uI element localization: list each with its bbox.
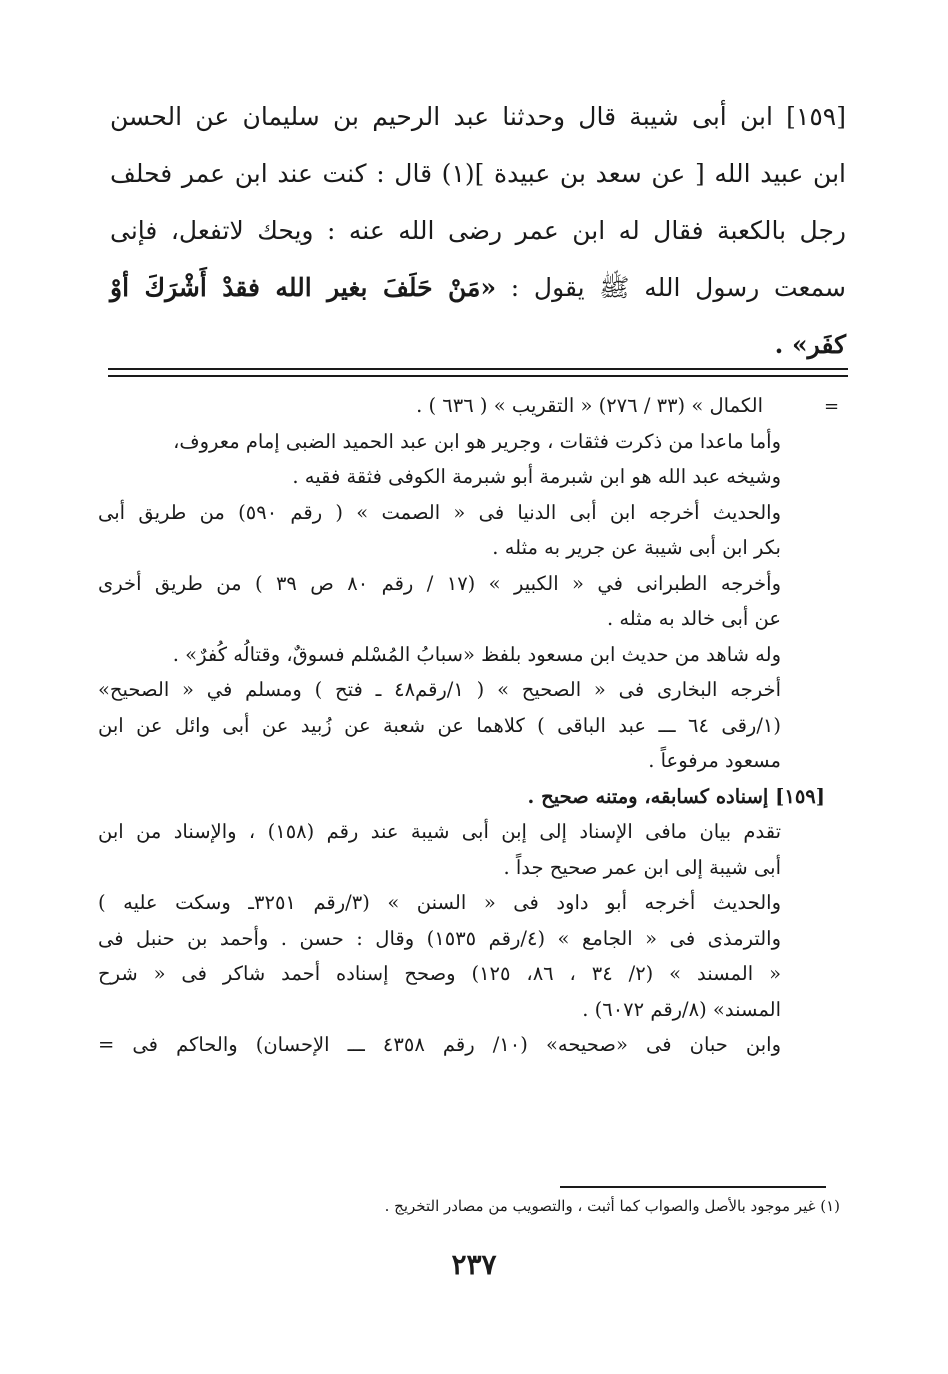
main-line-2: ابن عبيد الله [ عن سعد بن عبيدة ](١) قال : كنت عند ابن عمر فحلف [110, 159, 846, 188]
note-line: الكمال » (٣٣ / ٢٧٦) « التقريب » ( ٦٣٦ ) . [416, 394, 763, 417]
note-line: (١/رقى ٦٤ ـــ عبد الباقى ) كلاهما عن شعبة عن زُبيد عن أبى وائل عن ابن [98, 713, 781, 737]
continuation-mark: = [824, 396, 840, 417]
note-line: وأما ماعدا من ذكرت فثقات ، وجرير هو ابن عبد الحميد الضبى إمام معروف، [173, 429, 781, 453]
note-line: أخرجه البخارى فى « الصحيح » ( ١/رقم٤٨ ـ فتح ) ومسلم في « الصحيح» [98, 678, 781, 701]
commentary-notes [98, 388, 843, 1063]
divider-rule-top [108, 368, 848, 370]
page-number: ٢٣٧ [451, 1248, 497, 1281]
note-line: « المسند » (٢/ ٣٤ ، ٨٦، ١٢٥) وصحح إسناده أحمد شاكر فى « شرح [98, 962, 781, 985]
note-line: تقدم بيان مافى الإسناد إلى إبن أبى شيبة عند رقم (١٥٨) ، والإسناد من ابن [98, 820, 782, 843]
hadith-main-text [110, 88, 846, 373]
note-line: وشيخه عبد الله هو ابن شبرمة أبو شبرمة الكوفى فثقة فقيه . [292, 465, 781, 488]
note-line: والحديث أخرجه ابن أبى الدنيا فى « الصمت » ( رقم ٥٩٠) من طريق أبى [98, 500, 782, 524]
footnote: (١) غير موجود بالأصل والصواب كما أثبت ، والتصويب من مصادر التخريج . [384, 1197, 840, 1215]
hadith-quote-start: «مَنْ حَلَفَ بغير الله فقدْ أَشْرَكَ أوْ [110, 273, 497, 302]
main-line-3: رجل بالكعبة فقال له ابن عمر رضى الله عنه : ويحك لاتفعل، فإنى [110, 216, 846, 245]
note-line: المسند» (٨/رقم ٦٠٧٢) . [582, 997, 781, 1021]
note-line: والحديث أخرجه أبو داود فى « السنن » (٣/رقم ٣٢٥١ـ وسكت عليه ) [98, 891, 781, 914]
note-line: وله شاهد من حديث ابن مسعود بلفظ «سبابُ المُسْلم فسوقٌ، وقتالُه كُفرٌ» . [172, 642, 781, 666]
note-line: والترمذى فى « الجامع » (٤/رقم ١٥٣٥) وقال : حسن . وأحمد بن حنبل فى [98, 926, 781, 950]
note-line: أبى شيبة إلى ابن عمر صحيح جداً . [503, 855, 781, 879]
note-line: وأخرجه الطبرانى في « الكبير » (١٧ / رقم ٨٠ ص ٣٩ ) من طريق أخرى [98, 571, 781, 595]
main-line-4 [110, 259, 846, 316]
main-line-4-intro: سمعت رسول الله ﷺ يقول : [496, 273, 846, 302]
main-line-5: كفَر» . [774, 330, 846, 359]
footnote-rule [560, 1186, 826, 1188]
note-line: بكر ابن أبى شيبة عن جرير به مثله . [492, 536, 781, 559]
main-line-1: [١٥٩] ابن أبى شيبة قال وحدثنا عبد الرحيم بن سليمان عن الحسن [110, 102, 846, 131]
note-line: عن أبى خالد به مثله . [606, 607, 781, 630]
note-line: مسعود مرفوعاً . [648, 749, 781, 772]
note-line: وابن حبان فى «صحيحه» (١٠/ رقم ٤٣٥٨ ـــ الإحسان) والحاكم فى = [98, 1033, 782, 1056]
section-heading-159: [١٥٩] إسناده كسابقه، ومتنه صحيح . [527, 784, 825, 808]
divider-rule-bottom [108, 375, 848, 377]
